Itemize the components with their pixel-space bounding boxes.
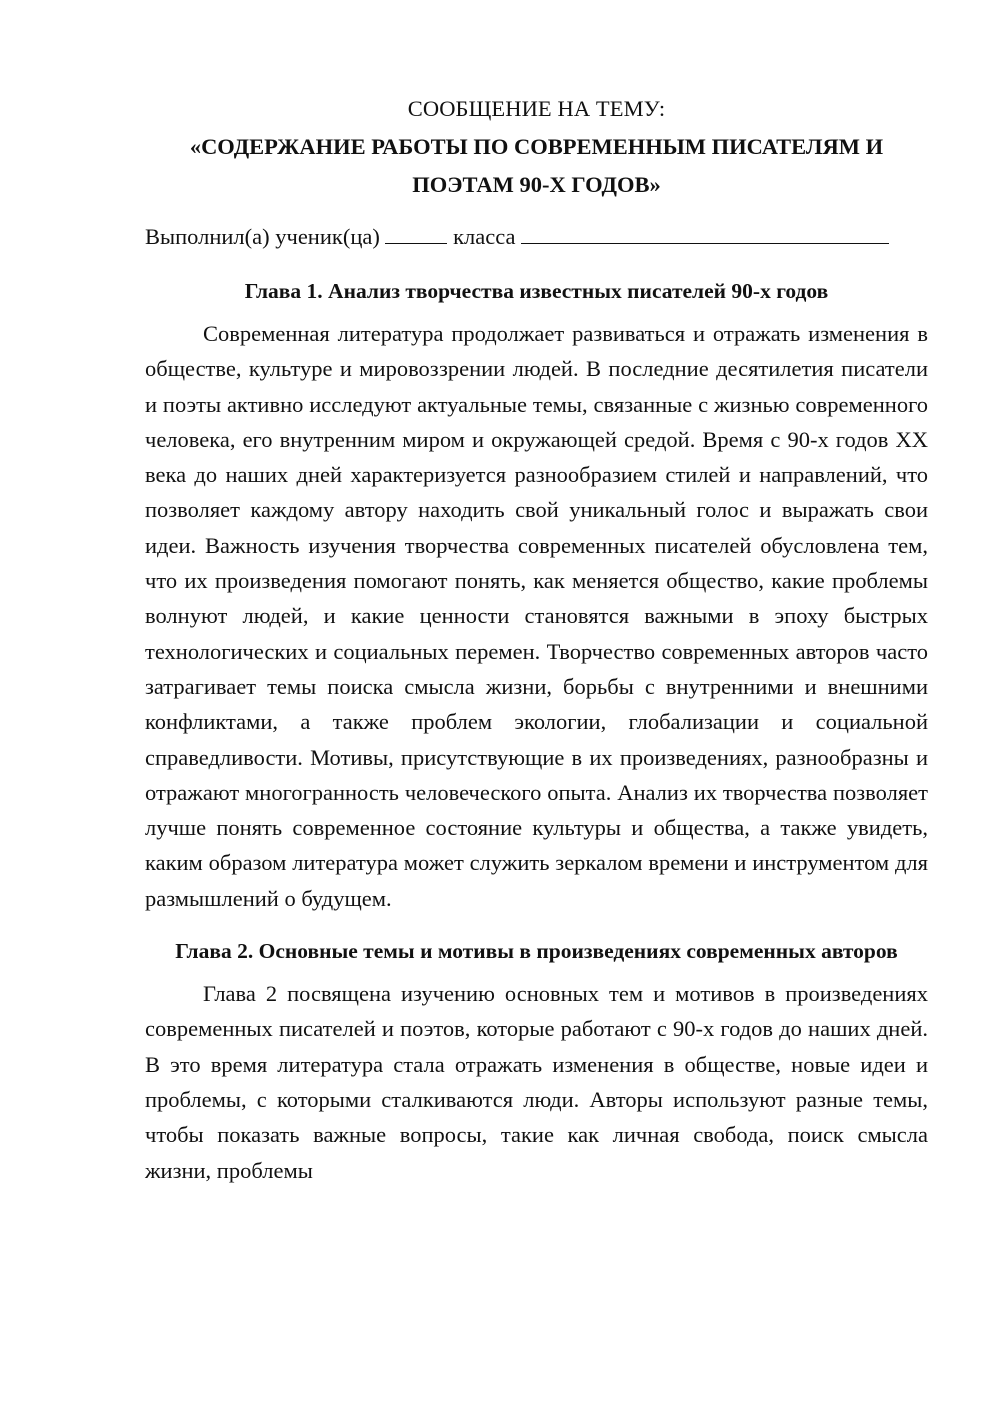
chapter-1-heading: Глава 1. Анализ творчества известных писателей 90-х годов	[244, 279, 829, 303]
chapter-2-heading: Глава 2. Основные темы и мотивы в произведениях современных авторов	[175, 939, 898, 964]
chapter-2-paragraph: Глава 2 посвящена изучению основных тем и мотивов в произведениях современных писателей и поэтов, которые работают с 90-х годов до наших дней. В это время литература стала отражать изменения в обществе, новые идеи и проблемы, с которыми сталкиваются люди. Авторы используют разные темы, чтобы показать важные вопросы, такие как личная свобода, поиск смысла жизни, проблемы	[145, 981, 928, 1183]
name-blank	[521, 219, 889, 244]
chapter-1-paragraph: Современная литература продолжает развиваться и отражать изменения в обществе, культуре и мировоззрении людей. В последние десятилетия писатели и поэты активно исследуют актуальные темы, связанные с жизнью современного человека, его внутренним миром и окружающей средой. Время с 90-х годов XX века до наших дней характеризуется разнообразием стилей и направлений, что позволяет каждому автору находить свой уникальный голос и выражать свои идеи. Важность изучения творчества современных писателей обусловлена тем, что их произведения помогают понять, как меняется общество, какие проблемы волнуют людей, и какие ценности становятся важными в эпоху быстрых технологических и социальных перемен. Творчество современных авторов часто затрагивает темы поиска смысла жизни, борьбы с внутренними и внешними конфликтами, а также проблем экологии, глобализации и социальной справедливости. Мотивы, присутствующие в их произведениях, разнообразны и отражают многогранность человеческого опыта. Анализ их творчества позволяет лучше понять современное состояние культуры и общества, а также увидеть, каким образом литература может служить зеркалом времени и инструментом для размышлений о будущем.	[145, 321, 928, 911]
author-line	[145, 218, 928, 256]
document-title-line-1: «СОДЕРЖАНИЕ РАБОТЫ ПО СОВРЕМЕННЫМ ПИСАТЕЛЯМ И	[189, 134, 884, 159]
document-title-line-2: ПОЭТАМ 90-Х ГОДОВ»	[412, 172, 661, 197]
document-page	[145, 90, 928, 1188]
document-heading: СООБЩЕНИЕ НА ТЕМУ:	[407, 96, 666, 121]
author-prefix: Выполнил(а) ученик(ца)	[145, 224, 380, 249]
grade-blank	[385, 219, 447, 244]
class-word: класса	[453, 224, 516, 249]
